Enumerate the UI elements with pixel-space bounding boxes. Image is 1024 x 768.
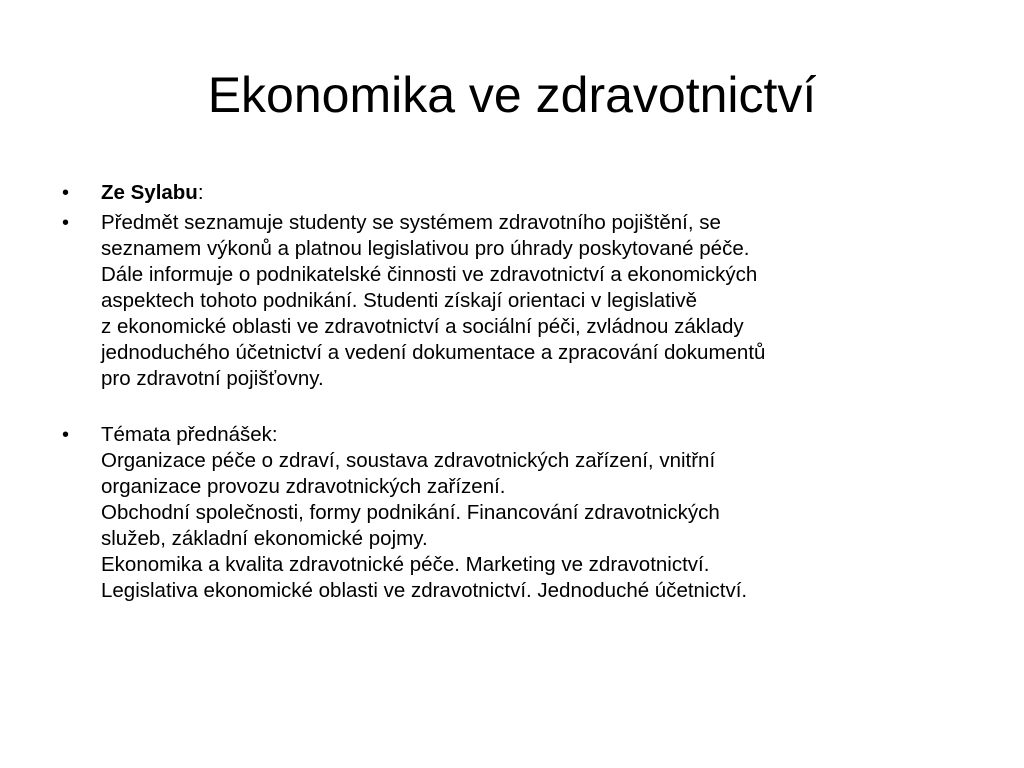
bullet-dot: • — [62, 182, 70, 204]
description-line: z ekonomické oblasti ve zdravotnictví a sociální péči, zvládnou základy — [101, 315, 744, 338]
topics-line: Ekonomika a kvalita zdravotnické péče. Marketing ve zdravotnictví. — [101, 553, 710, 576]
bullet-description — [60, 210, 960, 392]
bullet-dot: • — [62, 212, 70, 234]
slide-body — [60, 180, 960, 608]
topics-line: Organizace péče o zdraví, soustava zdravotnických zařízení, vnitřní — [101, 449, 716, 472]
bullet-syllabus — [60, 180, 960, 206]
syllabus-label: Ze Sylabu — [101, 181, 198, 204]
slide-title: Ekonomika ve zdravotnictví — [207, 67, 817, 123]
description-line: seznamem výkonů a platnou legislativou pro úhrady poskytované péče. — [101, 237, 750, 260]
description-line: pro zdravotní pojišťovny. — [101, 367, 324, 390]
bullet-topics — [60, 422, 960, 604]
topics-line: Legislativa ekonomické oblasti ve zdravotnictví. Jednoduché účetnictví. — [101, 579, 748, 602]
description-line: aspektech tohoto podnikání. Studenti získají orientaci v legislativě — [101, 289, 697, 312]
description-line: jednoduchého účetnictví a vedení dokumentace a zpracování dokumentů — [101, 341, 766, 364]
topics-heading: Témata přednášek: — [101, 423, 278, 446]
syllabus-colon: : — [197, 181, 204, 204]
topics-line: služeb, základní ekonomické pojmy. — [101, 527, 428, 550]
description-line: Dále informuje o podnikatelské činnosti ve zdravotnictví a ekonomických — [101, 263, 758, 286]
topics-line: organizace provozu zdravotnických zařízení. — [101, 475, 506, 498]
bullet-dot: • — [62, 424, 70, 446]
description-line: Předmět seznamuje studenty se systémem zdravotního pojištění, se — [101, 211, 721, 234]
topics-line: Obchodní společnosti, formy podnikání. Financování zdravotnických — [101, 501, 720, 524]
